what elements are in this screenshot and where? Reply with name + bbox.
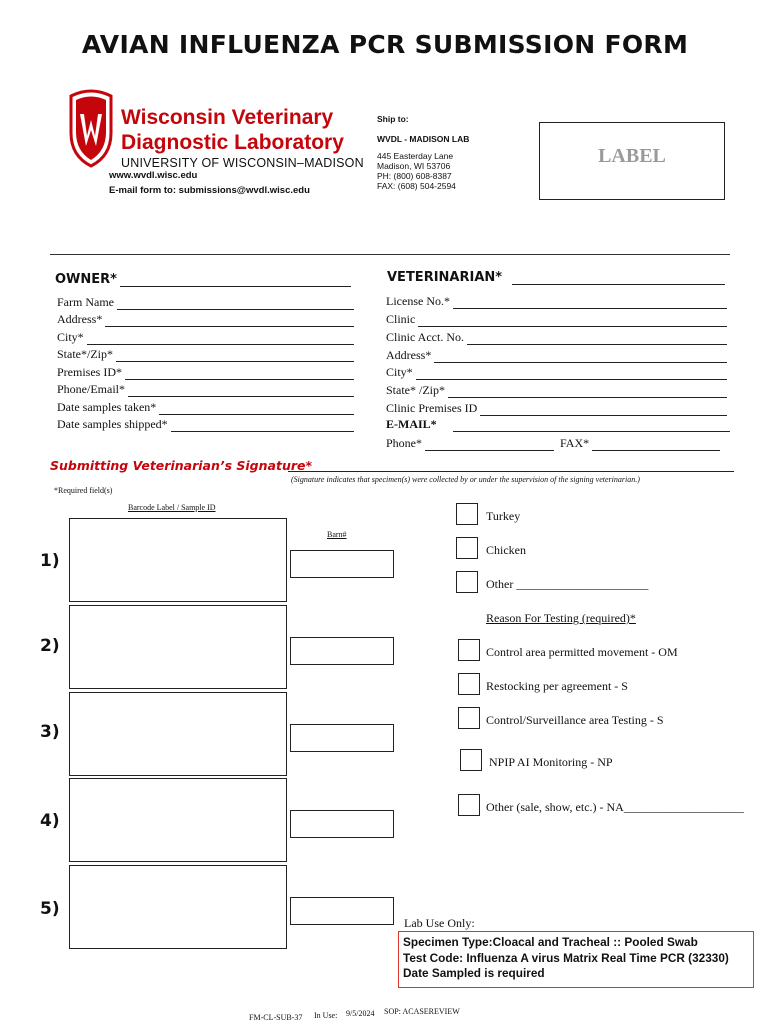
reason-om-checkbox[interactable] — [458, 639, 480, 661]
owner-field-label: State*/Zip* — [57, 347, 113, 361]
ship-lab-name: WVDL - MADISON LAB — [377, 134, 470, 144]
barn-number-box[interactable] — [290, 637, 394, 665]
turkey-label: Turkey — [486, 509, 521, 523]
vet-field-label: State* /Zip* — [386, 383, 445, 398]
vet-fields — [386, 291, 727, 416]
owner-field[interactable] — [57, 310, 354, 328]
barcode-label: Barcode Label / Sample ID — [128, 503, 216, 512]
owner-field[interactable] — [57, 345, 354, 363]
owner-field-label: Date samples shipped* — [57, 417, 168, 431]
vet-field-label: Clinic — [386, 311, 416, 326]
sample-number: 5) — [40, 899, 60, 919]
sop-label: SOP: ACASEREVIEW — [384, 1007, 460, 1016]
vet-field-label: Clinic Premises ID — [386, 401, 478, 416]
signature-note: (Signature indicates that specimen(s) were collected by or under the supervision of the signing veterinarian.) — [291, 475, 640, 484]
chicken-checkbox[interactable] — [456, 537, 478, 559]
barn-number-box[interactable] — [290, 724, 394, 752]
reason-npip-label: NPIP AI Monitoring - NP — [489, 755, 613, 769]
university-name: UNIVERSITY OF WISCONSIN–MADISON — [121, 156, 364, 170]
barn-number-box[interactable] — [290, 897, 394, 925]
section-divider — [50, 254, 730, 255]
required-note: *Required field(s) — [54, 486, 113, 495]
reason-surveillance-checkbox[interactable] — [458, 707, 480, 729]
ship-to-label: Ship to: — [377, 114, 409, 124]
vet-email-field[interactable]: E-MAIL* — [386, 417, 730, 432]
owner-field[interactable] — [57, 327, 354, 345]
reason-npip-checkbox[interactable] — [460, 749, 482, 771]
barcode-sample-box[interactable] — [69, 692, 287, 776]
in-use-date: 9/5/2024 — [346, 1009, 375, 1018]
reason-other-checkbox[interactable] — [458, 794, 480, 816]
vet-field-label: Address* — [386, 347, 432, 362]
reason-om-label: Control area permitted movement - OM — [486, 645, 678, 659]
vet-field[interactable] — [386, 398, 727, 416]
reason-other-label: Other (sale, show, etc.) - NA____________________ — [486, 800, 744, 814]
vet-field[interactable] — [386, 345, 727, 363]
reason-restocking-checkbox[interactable] — [458, 673, 480, 695]
specimen-type: Specimen Type:Cloacal and Tracheal :: Pooled Swab — [403, 935, 698, 949]
signature-line[interactable] — [288, 471, 734, 472]
vet-field-label: Clinic Acct. No. — [386, 329, 464, 344]
form-id: FM-CL-SUB-37 — [249, 1013, 303, 1022]
owner-field-label: Farm Name — [57, 294, 114, 309]
uw-crest-icon — [66, 88, 116, 168]
barcode-sample-box[interactable] — [69, 865, 287, 949]
barcode-sample-box[interactable] — [69, 518, 287, 602]
owner-field[interactable] — [57, 362, 354, 380]
owner-field-label: Phone/Email* — [57, 382, 125, 396]
lab-use-label: Lab Use Only: — [404, 916, 475, 930]
org-name-line1: Wisconsin Veterinary — [121, 106, 334, 129]
vet-field[interactable] — [386, 380, 727, 398]
owner-fields — [57, 292, 354, 432]
lab-use-box — [398, 931, 754, 988]
in-use-label: In Use: — [314, 1011, 338, 1020]
form-title: AVIAN INFLUENZA PCR SUBMISSION FORM — [81, 30, 689, 59]
sample-number: 4) — [40, 811, 60, 831]
vet-field[interactable] — [386, 363, 727, 381]
owner-field[interactable] — [57, 292, 354, 310]
label-box — [539, 122, 725, 200]
owner-field-label: Premises ID* — [57, 364, 122, 379]
barcode-sample-box[interactable] — [69, 605, 287, 689]
vet-field-label: City* — [386, 365, 413, 380]
test-code: Test Code: Influenza A virus Matrix Real Time PCR (32330) — [403, 950, 729, 965]
label-placeholder: LABEL — [598, 145, 666, 167]
vet-field[interactable] — [386, 291, 727, 309]
vet-heading: VETERINARIAN* — [387, 270, 725, 285]
owner-field[interactable] — [57, 397, 354, 415]
owner-field-label: City* — [57, 329, 84, 344]
chicken-label: Chicken — [486, 543, 526, 557]
website-link[interactable]: www.wvdl.wisc.edu — [109, 170, 198, 181]
other-species-label: Other ______________________ — [486, 577, 649, 591]
barn-number-box[interactable] — [290, 550, 394, 578]
owner-field-label: Date samples taken* — [57, 399, 157, 414]
signature-label: Submitting Veterinarian’s Signature* — [50, 458, 313, 473]
reason-surveillance-label: Control/Surveillance area Testing - S — [486, 713, 664, 727]
owner-field[interactable] — [57, 415, 354, 433]
barn-number-box[interactable] — [290, 810, 394, 838]
reason-heading: Reason For Testing (required)* — [486, 611, 636, 625]
owner-field-label: Address* — [57, 312, 103, 326]
vet-field[interactable] — [386, 309, 727, 327]
sample-number: 1) — [40, 551, 60, 571]
date-sampled-note: Date Sampled is required — [403, 966, 545, 980]
reason-restocking-label: Restocking per agreement - S — [486, 679, 628, 693]
sample-number: 3) — [40, 722, 60, 742]
vet-fax-field[interactable]: FAX* — [560, 436, 720, 451]
barn-label: Barn# — [327, 530, 347, 539]
vet-phone-field[interactable]: Phone* — [386, 436, 554, 451]
org-name-line2: Diagnostic Laboratory — [121, 131, 344, 154]
vet-field[interactable] — [386, 327, 727, 345]
owner-heading: OWNER* — [55, 272, 351, 287]
other-species-checkbox[interactable] — [456, 571, 478, 593]
vet-field-label: License No.* — [386, 293, 450, 308]
sample-number: 2) — [40, 636, 60, 656]
barcode-sample-box[interactable] — [69, 778, 287, 862]
ship-address: 445 Easterday Lane Madison, WI 53706 PH: (800) 608-8387 FAX: (608) 504-2594 — [377, 151, 456, 191]
email-instruction: E-mail form to: submissions@wvdl.wisc.edu — [109, 185, 310, 196]
owner-field[interactable] — [57, 380, 354, 398]
turkey-checkbox[interactable] — [456, 503, 478, 525]
